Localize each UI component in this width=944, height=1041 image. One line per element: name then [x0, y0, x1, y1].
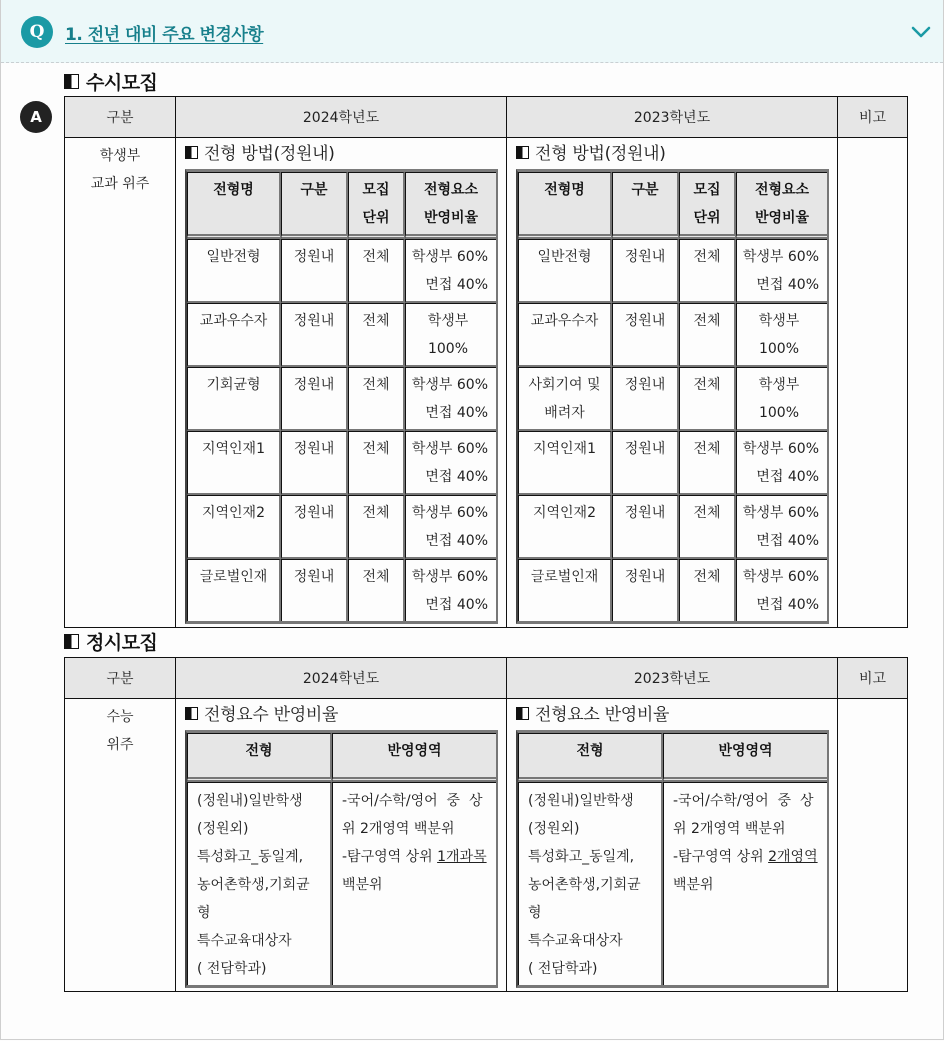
- gubun-cell: [65, 138, 176, 628]
- table-row: [518, 367, 827, 431]
- col-header: [679, 172, 736, 239]
- ratio-table-2023: [516, 730, 829, 988]
- method-name: 배려자: [544, 405, 585, 421]
- method-name-cell: [187, 495, 281, 559]
- col-header-line: 반영비율: [423, 210, 479, 226]
- col-header: [736, 172, 827, 239]
- subtitle-text: 전형 방법(정원내): [204, 144, 335, 164]
- method-name-cell: [187, 559, 281, 621]
- jeonhyeong-line: 특수교육대상자: [197, 933, 292, 949]
- ratio-line: 학생부: [758, 313, 800, 329]
- table-row: [65, 138, 908, 628]
- table-header-row: [65, 97, 908, 138]
- table-row: [518, 303, 827, 367]
- col-header-line: 전형요소: [423, 182, 479, 198]
- subtitle-2024: [185, 142, 498, 166]
- method-name-cell: [518, 303, 612, 367]
- method-name: 일반전형: [537, 249, 592, 265]
- area-text: 위 2개영역 백분위: [342, 821, 455, 837]
- gubun-line: 위주: [106, 737, 134, 753]
- section-title-susi: [64, 68, 157, 95]
- ratio-cell: [736, 239, 827, 303]
- method-name: 사회기여 및: [528, 377, 601, 393]
- area-line: [673, 787, 819, 815]
- method-name-cell: [187, 239, 281, 303]
- table-row: [518, 239, 827, 303]
- section-title-text: 정시모집: [86, 632, 158, 654]
- unit-cell: 전체: [679, 495, 736, 559]
- ratio-line: 학생부: [758, 377, 800, 393]
- method-table-2023: [516, 169, 829, 624]
- quota-type-cell: 정원내: [612, 431, 679, 495]
- col-header-line: 구분: [631, 182, 659, 198]
- area-text: -국어/수학/영어 중 상: [673, 793, 814, 809]
- header-gubun: 구분: [65, 97, 176, 138]
- section-title-jeongsi: [64, 628, 157, 655]
- ratio-line: 학생부 60%: [742, 249, 819, 265]
- table-row: [518, 431, 827, 495]
- jeonhyeong-line: 특성화고_동일계,: [197, 849, 304, 865]
- quota-type-cell: 정원내: [281, 367, 348, 431]
- ratio-cell: [736, 367, 827, 431]
- method-name-cell: [518, 367, 612, 431]
- question-badge: Q: [21, 16, 53, 48]
- cell-2023: [507, 138, 838, 628]
- note-cell: [838, 699, 908, 992]
- header-gubun: 구분: [65, 658, 176, 699]
- area-text: -국어/수학/영어 중 상: [342, 793, 483, 809]
- col-header: [187, 172, 281, 239]
- ratio-cell: [405, 303, 496, 367]
- area-text: -탐구영역 상위: [673, 849, 769, 865]
- half-square-icon: [516, 146, 529, 159]
- subtitle-2023: [516, 142, 829, 166]
- method-name-cell: [518, 559, 612, 621]
- quota-type-cell: 정원내: [612, 303, 679, 367]
- ratio-line: 학생부 60%: [742, 441, 819, 457]
- cell-2023: [507, 699, 838, 992]
- area-underline: 1개과목: [437, 849, 487, 865]
- col-header-line: 단위: [693, 210, 721, 226]
- inner-header-row: [187, 733, 496, 782]
- ratio-line: 면접 40%: [756, 277, 819, 293]
- method-name-cell: [187, 303, 281, 367]
- subtitle-text: 전형 방법(정원내): [535, 144, 666, 164]
- quota-type-cell: 정원내: [281, 559, 348, 621]
- jeonhyeong-line: ( 전담학과): [528, 961, 598, 977]
- ratio-cell: [736, 495, 827, 559]
- table-row: [187, 495, 496, 559]
- cell-2024: [176, 699, 507, 992]
- ratio-line: 학생부 60%: [411, 377, 488, 393]
- col-header-line: 모집: [362, 182, 390, 198]
- col-header-line: 전형명: [544, 182, 585, 198]
- col-header-area: 반영영역: [332, 733, 496, 782]
- ratio-cell: [405, 431, 496, 495]
- ratio-line: 학생부 60%: [411, 569, 488, 585]
- col-header-line: 구분: [300, 182, 328, 198]
- area-line: [342, 843, 488, 871]
- col-header-line: 반영비율: [754, 210, 810, 226]
- subtitle-text: 전형요수 반영비율: [204, 705, 339, 725]
- quota-type-cell: 정원내: [281, 431, 348, 495]
- ratio-line: 면접 40%: [425, 597, 488, 613]
- area-text: 백분위: [673, 877, 714, 893]
- ratio-line: 면접 40%: [425, 405, 488, 421]
- col-header-area: 반영영역: [663, 733, 827, 782]
- unit-cell: 전체: [348, 303, 405, 367]
- ratio-line: 면접 40%: [425, 469, 488, 485]
- method-name: 기회균형: [206, 377, 261, 393]
- header-2024: 2024학년도: [176, 658, 507, 699]
- ratio-line: 100%: [758, 405, 800, 421]
- jeonhyeong-line: 농어촌학생,기회균형: [528, 877, 641, 921]
- unit-cell: 전체: [679, 431, 736, 495]
- half-square-icon: [185, 707, 198, 720]
- table-row: [187, 431, 496, 495]
- jeonhyeong-line: (정원내)일반학생: [528, 793, 634, 809]
- area-cell: [663, 782, 827, 985]
- ratio-line: 면접 40%: [425, 277, 488, 293]
- quota-type-cell: 정원내: [612, 367, 679, 431]
- area-line: [673, 843, 819, 871]
- method-name-cell: [518, 431, 612, 495]
- table-row: [518, 559, 827, 621]
- method-name: 일반전형: [206, 249, 261, 265]
- ratio-line: 학생부 60%: [742, 569, 819, 585]
- ratio-cell: [405, 239, 496, 303]
- inner-header-row: [518, 172, 827, 239]
- ratio-cell: [736, 559, 827, 621]
- col-header: [405, 172, 496, 239]
- quota-type-cell: 정원내: [612, 559, 679, 621]
- ratio-line: 면접 40%: [756, 597, 819, 613]
- jeonhyeong-line: ( 전담학과): [197, 961, 267, 977]
- table-row: [518, 782, 827, 985]
- half-square-icon: [64, 74, 79, 89]
- table-row: [518, 495, 827, 559]
- ratio-line: 면접 40%: [756, 533, 819, 549]
- faq-question-header[interactable]: [1, 0, 943, 63]
- header-note: 비고: [838, 658, 908, 699]
- half-square-icon: [516, 707, 529, 720]
- method-name-cell: [518, 495, 612, 559]
- ratio-cell: [405, 495, 496, 559]
- ratio-line: 학생부 60%: [411, 505, 488, 521]
- method-name: 지역인재1: [532, 441, 596, 457]
- chevron-down-icon[interactable]: [909, 20, 933, 44]
- ratio-line: 100%: [427, 341, 469, 357]
- col-header-line: 전형명: [213, 182, 254, 198]
- gubun-cell: [65, 699, 176, 992]
- table-row: [187, 367, 496, 431]
- quota-type-cell: 정원내: [281, 239, 348, 303]
- method-name: 교과우수자: [199, 313, 268, 329]
- table-row: [65, 699, 908, 992]
- area-text: 위 2개영역 백분위: [673, 821, 786, 837]
- area-line: [673, 815, 819, 843]
- area-text: 백분위: [342, 877, 383, 893]
- ratio-line: 면접 40%: [756, 469, 819, 485]
- ratio-cell: [405, 559, 496, 621]
- table-header-row: [65, 658, 908, 699]
- inner-header-row: [518, 733, 827, 782]
- method-name: 글로벌인재: [199, 569, 268, 585]
- col-header-line: 단위: [362, 210, 390, 226]
- jeonhyeong-line: (정원내)일반학생: [197, 793, 303, 809]
- method-name-cell: [187, 367, 281, 431]
- unit-cell: 전체: [348, 431, 405, 495]
- method-name: 지역인재1: [201, 441, 265, 457]
- col-header: [281, 172, 348, 239]
- subtitle-2024: [185, 703, 498, 727]
- method-name-cell: [518, 239, 612, 303]
- col-header: [348, 172, 405, 239]
- ratio-table-2024: [185, 730, 498, 988]
- jeonhyeong-line: (정원외): [197, 821, 249, 837]
- col-header-line: 모집: [693, 182, 721, 198]
- area-cell: [332, 782, 496, 985]
- gubun-line: 학생부: [99, 148, 141, 164]
- half-square-icon: [64, 634, 79, 649]
- col-header-line: 전형요소: [754, 182, 810, 198]
- jeonhyeong-cell: [518, 782, 663, 985]
- gubun-line: 교과 위주: [90, 176, 150, 192]
- ratio-cell: [405, 367, 496, 431]
- inner-header-row: [187, 172, 496, 239]
- table-row: [187, 239, 496, 303]
- method-name: 지역인재2: [201, 505, 265, 521]
- method-table-2024: [185, 169, 498, 624]
- method-name: 글로벌인재: [530, 569, 599, 585]
- susi-table: [64, 96, 908, 628]
- header-note: 비고: [838, 97, 908, 138]
- unit-cell: 전체: [679, 239, 736, 303]
- question-title-link[interactable]: 1. 전년 대비 주요 변경사항: [65, 25, 264, 45]
- method-name-cell: [187, 431, 281, 495]
- table-row: [187, 559, 496, 621]
- unit-cell: 전체: [348, 367, 405, 431]
- ratio-line: 100%: [758, 341, 800, 357]
- ratio-line: 학생부 60%: [742, 505, 819, 521]
- ratio-line: 학생부 60%: [411, 249, 488, 265]
- subtitle-text: 전형요소 반영비율: [535, 705, 670, 725]
- unit-cell: 전체: [679, 559, 736, 621]
- col-header: [612, 172, 679, 239]
- jeonhyeong-line: 농어촌학생,기회균형: [197, 877, 310, 921]
- jeonhyeong-line: (정원외): [528, 821, 580, 837]
- ratio-line: 학생부 60%: [411, 441, 488, 457]
- quota-type-cell: 정원내: [281, 303, 348, 367]
- ratio-cell: [736, 431, 827, 495]
- header-2023: 2023학년도: [507, 658, 838, 699]
- cell-2024: [176, 138, 507, 628]
- table-row: [187, 303, 496, 367]
- unit-cell: 전체: [679, 367, 736, 431]
- note-cell: [838, 138, 908, 628]
- unit-cell: 전체: [348, 559, 405, 621]
- gubun-line: 수능: [106, 709, 134, 725]
- jeongsi-table: [64, 657, 908, 992]
- quota-type-cell: 정원내: [612, 239, 679, 303]
- col-header: [518, 172, 612, 239]
- area-line: [342, 787, 488, 815]
- jeonhyeong-line: 특성화고_동일계,: [528, 849, 635, 865]
- method-name: 교과우수자: [530, 313, 599, 329]
- quota-type-cell: 정원내: [612, 495, 679, 559]
- area-line: [673, 871, 819, 899]
- method-name: 지역인재2: [532, 505, 596, 521]
- unit-cell: 전체: [348, 495, 405, 559]
- jeonhyeong-line: 특수교육대상자: [528, 933, 623, 949]
- area-text: -탐구영역 상위: [342, 849, 438, 865]
- area-line: [342, 871, 488, 899]
- answer-badge: A: [20, 101, 52, 133]
- header-2023: 2023학년도: [507, 97, 838, 138]
- header-2024: 2024학년도: [176, 97, 507, 138]
- unit-cell: 전체: [679, 303, 736, 367]
- col-header-jeonhyeong: 전형: [187, 733, 332, 782]
- unit-cell: 전체: [348, 239, 405, 303]
- ratio-cell: [736, 303, 827, 367]
- half-square-icon: [185, 146, 198, 159]
- quota-type-cell: 정원내: [281, 495, 348, 559]
- area-line: [342, 815, 488, 843]
- subtitle-2023: [516, 703, 829, 727]
- jeonhyeong-cell: [187, 782, 332, 985]
- section-title-text: 수시모집: [86, 72, 158, 94]
- col-header-jeonhyeong: 전형: [518, 733, 663, 782]
- ratio-line: 학생부: [427, 313, 469, 329]
- ratio-line: 면접 40%: [425, 533, 488, 549]
- area-underline: 2개영역: [768, 849, 818, 865]
- table-row: [187, 782, 496, 985]
